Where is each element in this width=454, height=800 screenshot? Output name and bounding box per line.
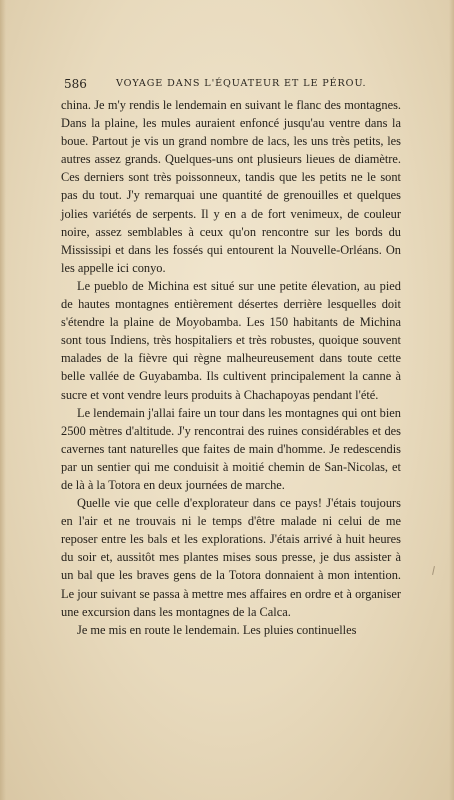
page-edge-left: [0, 0, 6, 800]
paragraph-1: china. Je m'y rendis le lendemain en suivant le flanc des montagnes. Dans la plaine, les mules auraient enfoncé jusqu'au ventre dans la boue. Partout je vis un grand nombre de lacs, les uns très petits, les autres assez grands. Quelques-uns ont plusieurs lieues de diamètre. Ces derniers sont très poissonneux, tandis que les petits ne le sont pas du tout. J'y remarquai une quantité de grenouilles et quelques jolies variétés de serpents. Il y en a de fort venimeux, de couleur noire, assez semblables à ceux qu'on rencontre sur les bords du Mississipi et dans les fossés qui entourent la Nouvelle-Orléans. On les appelle ici conyo.: [61, 98, 401, 275]
paper-speck: [432, 566, 435, 575]
paragraph-2: Le pueblo de Michina est situé sur une petite élevation, au pied de hautes montagnes entièrement désertes derrière lesquelles doit s'étendre la plaine de Moyobamba. Les 150 habitants de Michina sont tous Indiens, très hospitaliers et très robustes, quoique souvent malades de la fièvre qui règne malheureusement dans toute cette belle vallée de Guyabamba. Ils cultivent principalement la canne à sucre et vont vendre leurs produits à Chachapoyas pendant l'été.: [61, 278, 401, 402]
body-text: [61, 96, 401, 639]
paragraph-4: Quelle vie que celle d'explorateur dans ce pays! J'étais toujours en l'air et ne trouvais ni le temps d'être malade ni celui de me reposer entre les bals et les explorations. J'étais arrivé à huit heures du soir et, aussitôt mes plantes mises sous presse, je dus assister à un bal que les braves gens de la Totora donnaient à mon intention. Le jour suivant se passa à mettre mes affaires en ordre et à organiser une excursion dans les montagnes de la Calca.: [61, 496, 401, 619]
page-header: [64, 76, 398, 92]
running-head: VOYAGE DANS L'ÉQUATEUR ET LE PÉROU.: [116, 78, 367, 89]
page-edge-right: [449, 0, 454, 800]
page-number: 586: [64, 77, 87, 91]
paragraph-5: Je me mis en route le lendemain. Les pluies continuelles: [77, 622, 357, 637]
paragraph-3: Le lendemain j'allai faire un tour dans les montagnes qui ont bien 2500 mètres d'altitude. J'y rencontrai des ruines considérables et des cavernes tant naturelles que faites de main d'homme. Je redescendis par un sentier qui me conduisit à moitié chemin de San-Nicolas, et de là à la Totora en deux journées de marche.: [61, 405, 401, 492]
